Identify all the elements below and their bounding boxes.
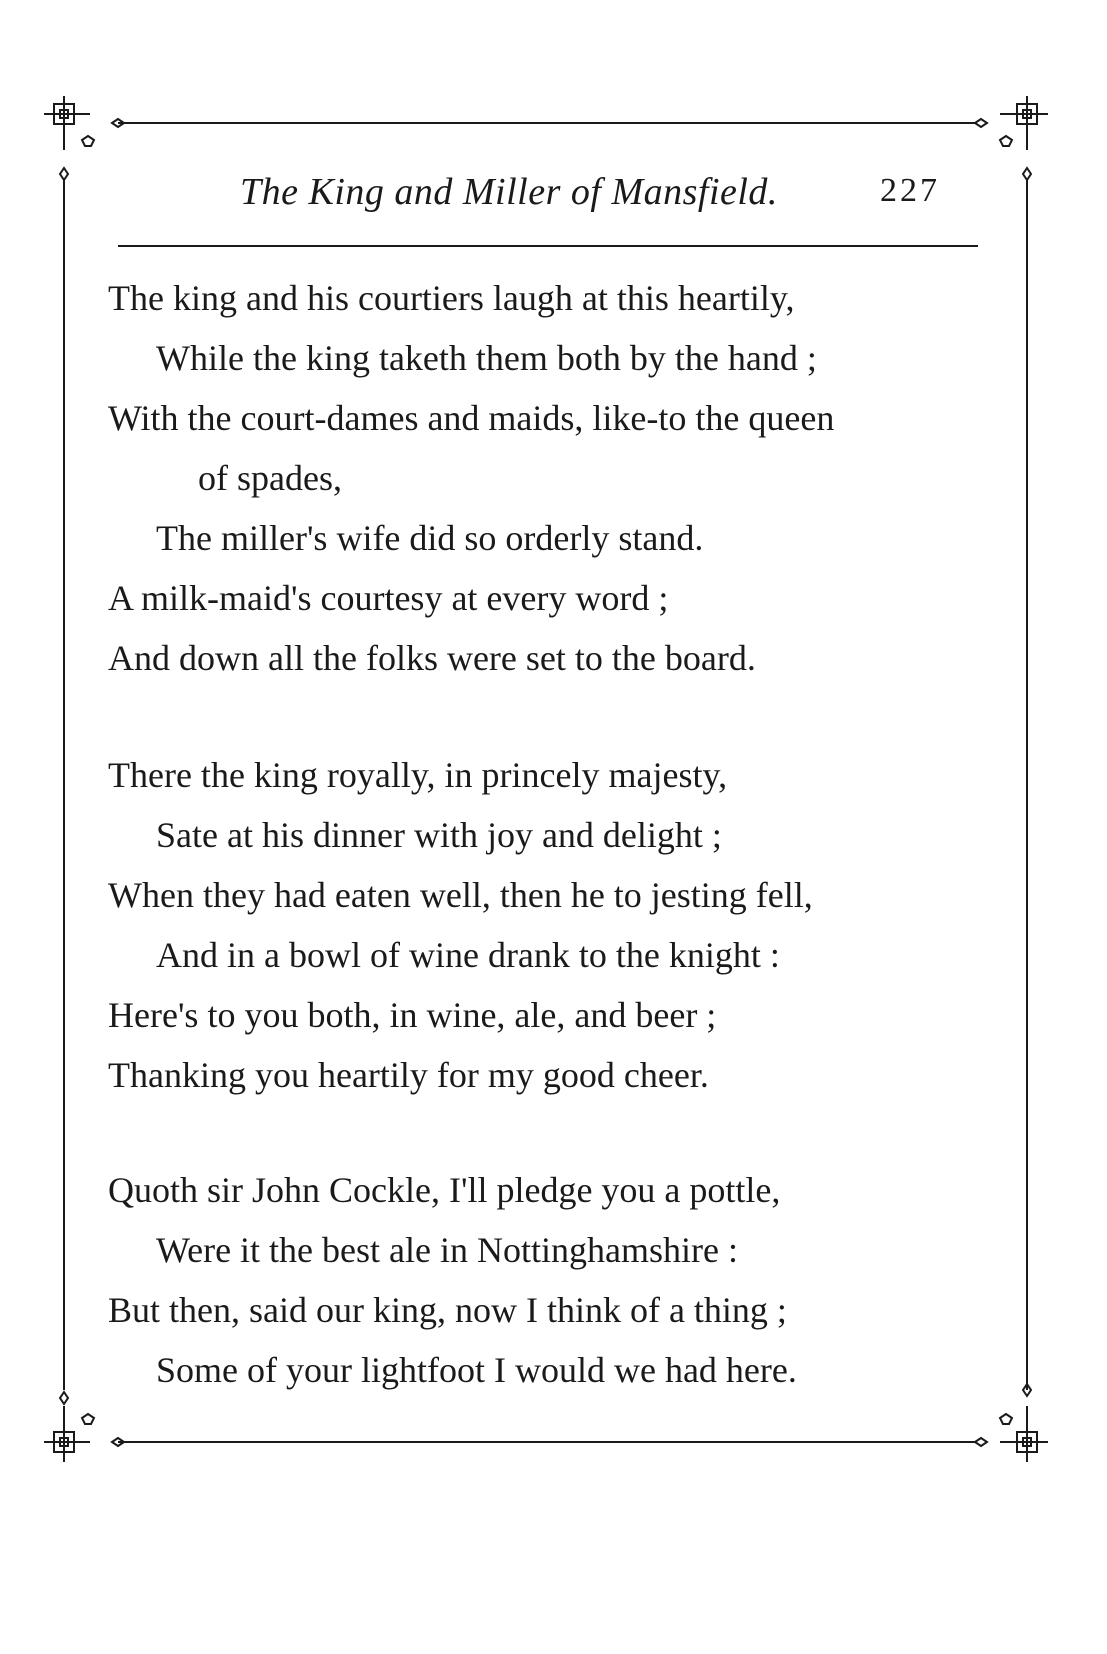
verse-line: The king and his courtiers laugh at this heartily, [108, 278, 795, 318]
verse-line: The miller's wife did so orderly stand. [156, 518, 704, 558]
stanza-2 [108, 745, 968, 1105]
verse-line: And down all the folks were set to the board. [108, 638, 756, 678]
stanza-3 [108, 1160, 968, 1400]
verse-line: But then, said our king, now I think of a thing ; [108, 1290, 787, 1330]
running-header [120, 170, 980, 220]
verse-line: There the king royally, in princely majesty, [108, 755, 728, 795]
verse-line: of spades, [198, 458, 342, 498]
verse-line: Here's to you both, in wine, ale, and beer ; [108, 995, 717, 1035]
corner-ornament-bottom-right-icon [975, 1384, 1048, 1462]
verse-line: Were it the best ale in Nottinghamshire : [156, 1230, 738, 1270]
verse-line: Sate at his dinner with joy and delight ; [156, 815, 722, 855]
corner-ornament-top-right-icon [975, 96, 1048, 180]
verse-line: When they had eaten well, then he to jesting fell, [108, 875, 813, 915]
verse-line: With the court-dames and maids, like-to the queen [108, 398, 835, 438]
verse-line: Thanking you heartily for my good cheer. [108, 1055, 709, 1095]
verse-line: A milk-maid's courtesy at every word ; [108, 578, 669, 618]
stanza-1 [108, 268, 968, 688]
verse-line: Some of your lightfoot I would we had here. [156, 1350, 797, 1390]
page-title: The King and Miller of Mansfield. [240, 171, 778, 213]
page-number: 227 [880, 172, 940, 209]
verse-line: Quoth sir John Cockle, I'll pledge you a pottle, [108, 1170, 781, 1210]
corner-ornament-top-left-icon [44, 96, 124, 180]
verse-line: And in a bowl of wine drank to the knight : [156, 935, 780, 975]
corner-ornament-bottom-left-icon [44, 1392, 124, 1462]
verse-line: While the king taketh them both by the hand ; [156, 338, 817, 378]
